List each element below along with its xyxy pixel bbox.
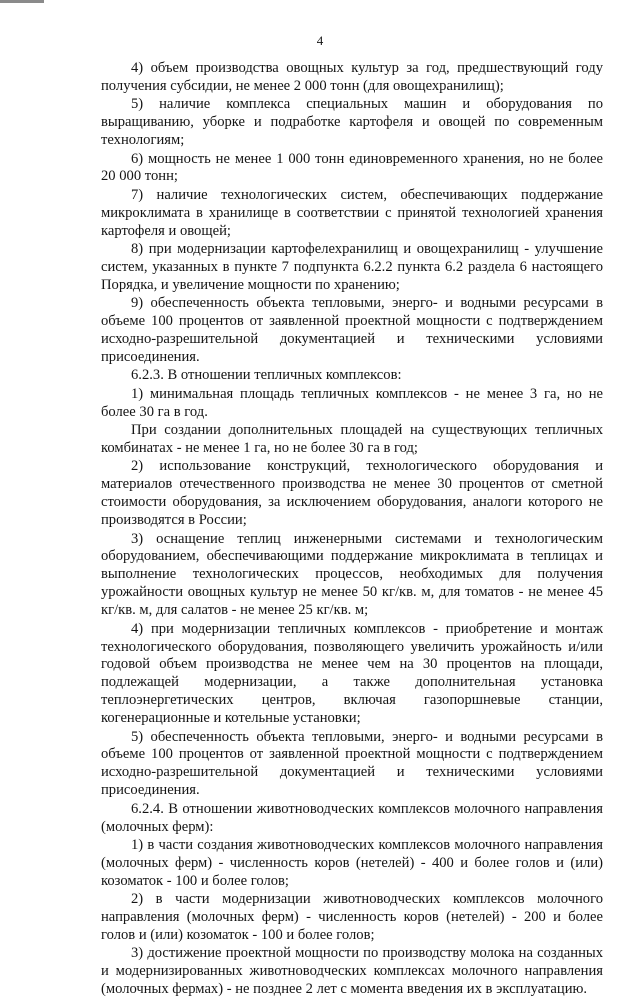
page-number: 4	[316, 33, 324, 48]
paragraph: 6) мощность не менее 1 000 тонн единовременного хранения, но не более 20 000 тонн;	[101, 150, 603, 185]
document-body	[101, 60, 603, 1000]
scan-edge-mark	[0, 0, 44, 3]
paragraph: 4) объем производства овощных культур за год, предшествующий году получения субсидии, не менее 2 000 тонн (для овощехранилищ);	[101, 60, 603, 94]
paragraph: 2) использование конструкций, технологического оборудования и материалов отечественного производства не менее 30 процентов от сметной стоимости оборудования, за исключением оборудования, аналоги которого не производятся в России;	[101, 458, 603, 529]
paragraph: 5) наличие комплекса специальных машин и оборудования по выращиванию, уборке и подработке картофеля и овощей по современным технологиям;	[101, 96, 603, 149]
section-heading: 6.2.3. В отношении тепличных комплексов:	[131, 367, 402, 384]
paragraph: 7) наличие технологических систем, обеспечивающих поддержание микроклимата в хранилище в соответствии с принятой технологией хранения картофеля и овощей;	[101, 186, 603, 239]
paragraph: 8) при модернизации картофелехранилищ и овощехранилищ - улучшение систем, указанных в пункте 7 подпункта 6.2.2 пункта 6.2 раздела 6 настоящего Порядка, и увеличение мощности по хранению;	[101, 241, 603, 293]
paragraph: 3) оснащение теплиц инженерными системами и технологическим оборудованием, обеспечивающими поддержание микроклимата в теплицах и выполнение технологических процессов, необходимых для получения урожайности овощных культур не менее 50 кг/кв. м, для томатов - не менее 45 кг/кв. м, для салатов - не менее 25 кг/кв. м;	[101, 530, 603, 619]
paragraph: 5) обеспеченность объекта тепловыми, энерго- и водными ресурсами в объеме 100 процентов от заявленной проектной мощности с подтверждением исходно-разрешительной документацией и техническими условиями присоединения.	[101, 728, 603, 799]
paragraph: 1) в части создания животноводческих комплексов молочного направления (молочных ферм) - численность коров (нетелей) - 400 и более голов и (или) козоматок - 100 и более голов;	[101, 836, 603, 889]
paragraph: 1) минимальная площадь тепличных комплексов - не менее 3 га, но не более 30 га в год.	[101, 385, 603, 420]
paragraph: 4) при модернизации тепличных комплексов - приобретение и монтаж технологического оборудования, позволяющего увеличить урожайность и/или годовой объем производства не менее чем на 30 процентов на площади, подлежащей модернизации, а также дополнительная установка теплоэнергетических центров, включая газопоршневые станции, когенерационные и котельные установки;	[101, 620, 603, 727]
section-heading: 6.2.4. В отношении животноводческих комплексов молочного направления (молочных ферм):	[101, 800, 603, 835]
paragraph: 9) обеспеченность объекта тепловыми, энерго- и водными ресурсами в объеме 100 процентов от заявленной проектной мощности с подтверждением исходно-разрешительной документацией и техническими условиями присоединения.	[101, 295, 603, 365]
paragraph: 3) достижение проектной мощности по производству молока на созданных и модернизированных животноводческих комплексах молочного направления (молочных фермах) - не позднее 2 лет с момента введения их в эксплуатацию.	[101, 945, 603, 998]
paragraph: 2) в части модернизации животноводческих комплексов молочного направления (молочных ферм) - численность коров (нетелей) - 200 и более голов и (или) козоматок - 100 и более голов;	[101, 891, 603, 943]
paragraph: При создании дополнительных площадей на существующих тепличных комбинатах - не менее 1 га, но не более 30 га в год;	[101, 422, 603, 457]
